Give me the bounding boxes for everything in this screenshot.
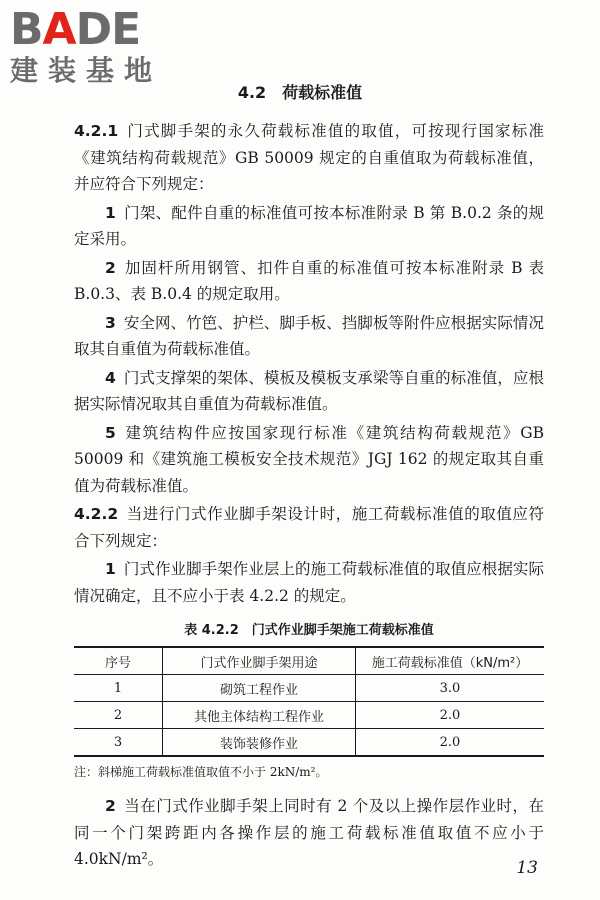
item-number: 5 [105,423,116,442]
item-number: 4 [105,368,116,387]
item-text: 建筑结构件应按国家现行标准《建筑结构荷载规范》GB 50009 和《建筑施工模板安全技术规范》JGJ 162 的规定取其自重值为荷载标准值。 [74,423,544,495]
logo-letters-de: DE [75,4,141,55]
table-caption: 表 4.2.2 门式作业脚手架施工荷载标准值 [184,623,434,638]
cell-load: 2.0 [356,702,545,729]
page-number: 13 [516,858,538,878]
clause-4-2-2 [74,501,544,554]
logo-letter-b: B [10,4,43,55]
cell-load: 2.0 [356,729,545,757]
clause-number: 4.2.2 [74,505,119,523]
item-text: 门式作业脚手架作业层上的施工荷载标准值的取值应根据实际情况确定，且不应小于表 4.2.2 的规定。 [74,560,544,605]
clause-item [74,365,544,418]
clause-item [74,310,544,363]
item-number: 3 [105,313,116,332]
page-content [74,118,544,875]
cell-load: 3.0 [356,675,545,702]
section-title [0,80,600,103]
table-row [74,702,544,729]
clause-item [74,556,544,609]
section-number: 4.2 [237,83,267,102]
table-header-row [74,647,544,675]
clause-item [74,200,544,253]
clause-item [74,793,544,873]
cell-seq: 2 [74,702,163,729]
section-title-text: 荷载标准值 [282,83,363,102]
item-text: 安全网、竹笆、护栏、脚手板、挡脚板等附件应根据实际情况取其自重值为荷载标准值。 [74,313,544,358]
item-number: 2 [105,797,116,815]
table-note: 注：斜梯施工荷载标准值取值不小于 2kN/m²。 [74,765,328,779]
clause-4-2-1 [74,118,544,198]
item-text: 门架、配件自重的标准值可按本标准附录 B 第 B.0.2 条的规定采用。 [74,203,544,248]
item-number: 1 [105,560,116,578]
header-seq: 序号 [74,647,163,675]
clause-text: 门式脚手架的永久荷载标准值的取值，可按现行国家标准《建筑结构荷载规范》GB 50009 规定的自重值取为荷载标准值，并应符合下列规定： [74,122,544,193]
item-text: 当在门式作业脚手架上同时有 2 个及以上操作层作业时，在同一个门架跨距内各操作层的施工荷载标准值取值不应小于 4.0kN/m²。 [74,797,544,868]
header-usage: 门式作业脚手架用途 [163,647,356,675]
logo-chinese: 建装基地 [10,54,163,87]
cell-usage: 装饰装修作业 [163,729,356,757]
logo-wordmark [10,6,180,54]
item-number: 2 [105,258,116,277]
cell-seq: 3 [74,729,163,757]
cell-seq: 1 [74,675,163,702]
cell-usage: 砌筑工程作业 [163,675,356,702]
logo-letter-a: A [42,4,76,55]
item-number: 1 [105,203,116,222]
clause-text: 当进行门式作业脚手架设计时，施工荷载标准值的取值应符合下列规定： [74,505,544,550]
item-text: 门式支撑架的架体、模板及模板支承梁等自重的标准值，应根据实际情况取其自重值为荷载标准值。 [74,368,544,413]
logo [10,6,180,88]
table-row [74,729,544,757]
clause-item [74,255,544,308]
clause-number: 4.2.1 [74,122,119,140]
item-text: 加固杆所用钢管、扣件自重的标准值可按本标准附录 B 表 B.0.3、表 B.0.4 的规定取用。 [74,258,544,303]
header-load: 施工荷载标准值（kN/m²） [356,647,545,675]
load-table [74,646,544,757]
cell-usage: 其他主体结构工程作业 [163,702,356,729]
clause-item [74,420,544,500]
table-row [74,675,544,702]
